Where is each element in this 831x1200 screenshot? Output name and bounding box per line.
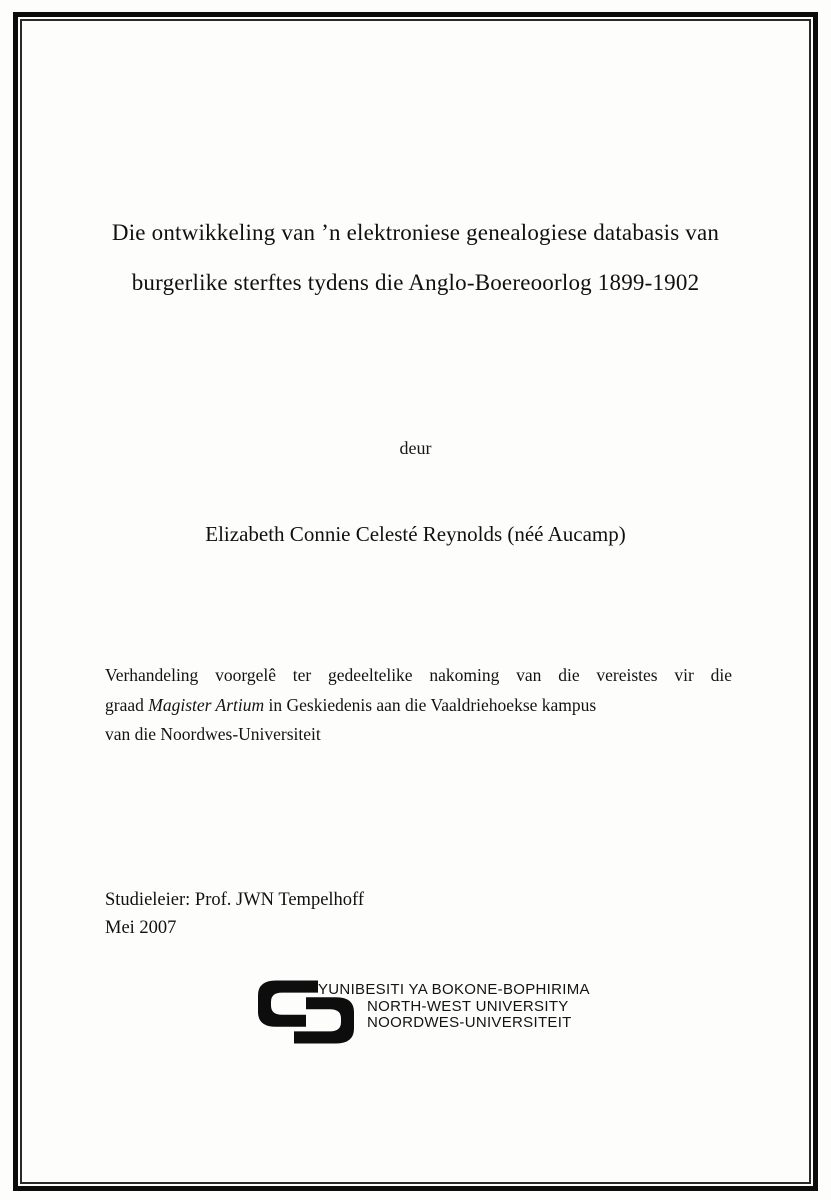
date-line: Mei 2007	[105, 918, 177, 938]
supervisor-block	[105, 886, 364, 942]
degree-name: Magister Artium	[148, 694, 265, 715]
logo-text-afrikaans: NOORDWES-UNIVERSITEIT	[367, 1014, 572, 1031]
degree-statement-line1: Verhandeling voorgelê ter gedeeltelike nakoming van die vereistes vir die	[105, 665, 732, 685]
thesis-title-line1: Die ontwikkeling van ’n elektroniese genealogiese databasis van	[111, 220, 720, 245]
author-name: Elizabeth Connie Celesté Reynolds (néé Aucamp)	[205, 522, 626, 546]
university-logo-text	[318, 982, 648, 1032]
degree-statement-line3: van die Noordwes-Universiteit	[105, 724, 321, 744]
byline-label: deur	[399, 438, 432, 458]
degree-statement-line2-post: in Geskiedenis aan die Vaaldriehoekse kampus	[264, 694, 597, 715]
degree-statement-line2	[105, 691, 732, 721]
degree-statement-line2-pre: graad	[105, 694, 149, 715]
logo-text-setswana: YUNIBESITI YA BOKONE-BOPHIRIMA	[318, 981, 590, 998]
supervisor-line: Studieleier: Prof. JWN Tempelhoff	[105, 890, 365, 910]
thesis-title	[60, 208, 771, 308]
logo-text-english: NORTH-WEST UNIVERSITY	[367, 997, 569, 1015]
thesis-title-line2: burgerlike sterftes tydens die Anglo-Boereoorlog 1899-1902	[131, 270, 700, 295]
degree-statement	[105, 661, 732, 750]
